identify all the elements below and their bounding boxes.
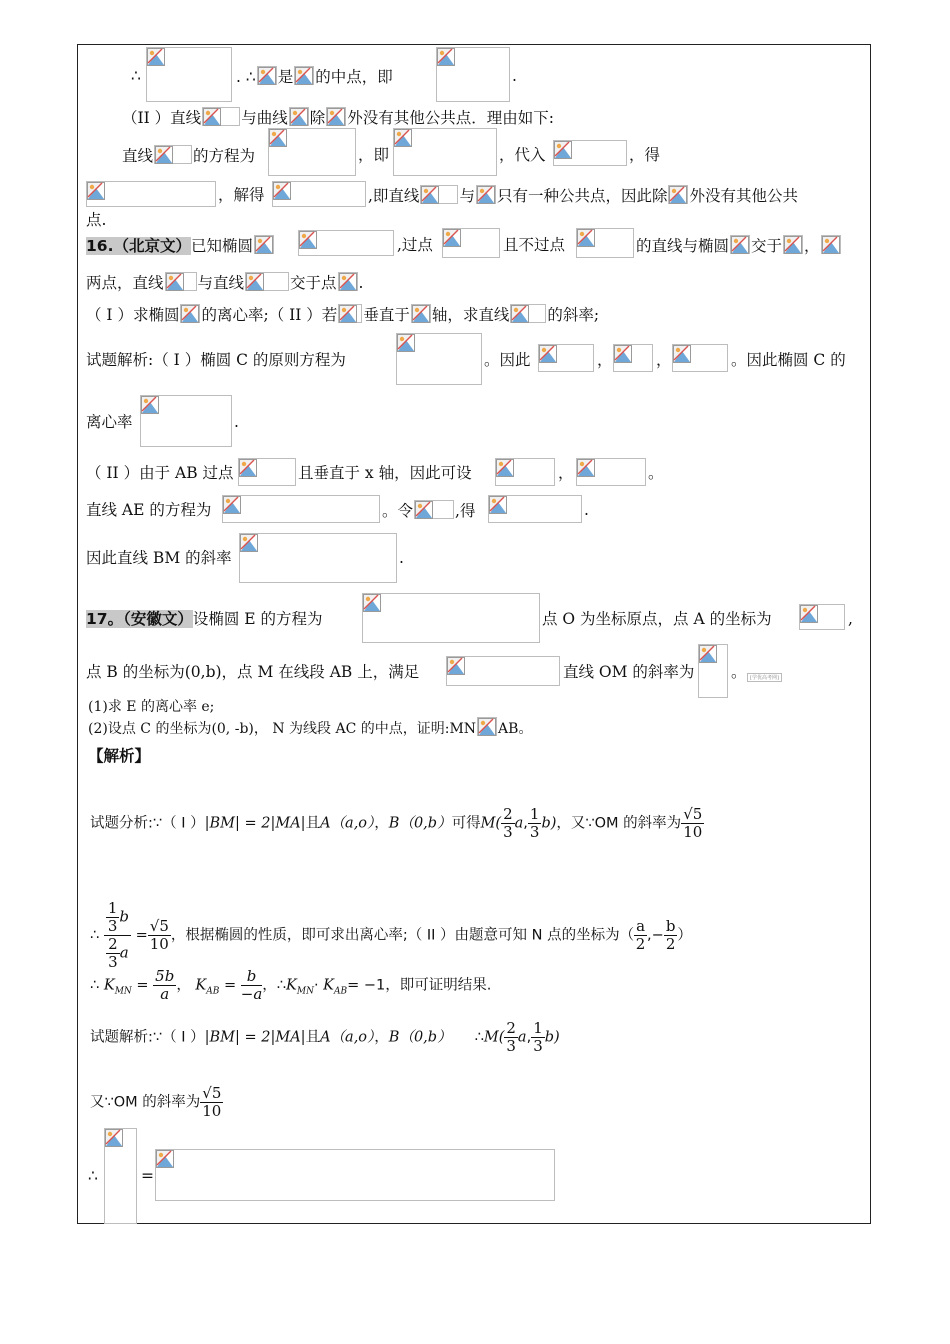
broken-image-icon	[154, 145, 192, 164]
formula-image	[538, 344, 594, 372]
question-number: 16.（北京文）	[86, 237, 191, 255]
q16-line1-end: 的直线与椭圆 交于 ，	[636, 235, 842, 256]
formula-image	[362, 593, 540, 643]
p3-line-a: 直线 的方程为	[122, 147, 256, 165]
broken-image-icon	[577, 229, 595, 247]
q16-line1: 16.（北京文）已知椭圆	[86, 235, 275, 256]
broken-image-icon	[245, 272, 289, 291]
broken-image-icon	[147, 48, 165, 66]
broken-image-icon	[489, 496, 507, 514]
broken-image-icon	[87, 182, 105, 200]
therefore-symbol: ∴	[131, 67, 141, 85]
broken-image-icon	[730, 235, 750, 254]
formula-image	[155, 1149, 555, 1201]
broken-image-icon	[673, 345, 691, 363]
q17-q2: (2)设点 C 的坐标为(0, -b)， N 为线段 AC 的中点，证明:MN AB。	[88, 717, 532, 739]
broken-image-icon	[394, 129, 412, 147]
formula-image	[495, 458, 555, 486]
broken-image-icon	[105, 1129, 123, 1147]
broken-image-icon	[240, 534, 258, 552]
analysis-heading: 【解析】	[88, 747, 151, 765]
broken-image-icon	[699, 645, 717, 663]
broken-image-icon	[411, 304, 431, 323]
period: .	[512, 67, 517, 85]
broken-image-icon	[443, 229, 461, 247]
nested-fraction: $\frac{1}{3}$ b $\frac{2}{3}$ a	[104, 900, 131, 971]
broken-image-icon	[289, 107, 309, 126]
broken-image-icon	[223, 496, 241, 514]
broken-image-icon	[202, 107, 240, 126]
p1-line-b: . ∴ 是 的中点，即	[236, 68, 393, 86]
formula-image	[298, 230, 394, 256]
broken-image-icon	[614, 345, 632, 363]
formula-image	[222, 495, 380, 523]
watermark-tag: [学优高考网]	[747, 673, 782, 682]
broken-image-icon	[363, 594, 381, 612]
broken-image-icon	[539, 345, 557, 363]
p4-line: ,即直线 与 只有一种公共点，因此除 外没有其他公共	[368, 187, 798, 205]
broken-image-icon	[821, 235, 841, 254]
formula-image	[140, 395, 232, 447]
broken-image-icon	[180, 304, 200, 323]
formula-image	[393, 128, 497, 176]
formula-image	[272, 181, 366, 207]
broken-image-icon	[257, 66, 277, 85]
q16-s4-mid: 。令 ,得	[382, 502, 476, 520]
formula-image	[799, 604, 845, 630]
broken-image-icon	[326, 107, 346, 126]
broken-image-icon	[668, 185, 688, 204]
formula-image	[104, 1128, 137, 1224]
formula-image	[239, 533, 397, 583]
broken-image-icon	[165, 272, 197, 291]
broken-image-icon	[239, 459, 257, 477]
formula-image	[446, 656, 560, 686]
broken-image-icon	[783, 235, 803, 254]
broken-image-icon	[577, 459, 595, 477]
formula-image	[436, 47, 510, 102]
formula-image	[576, 458, 646, 486]
broken-image-icon	[294, 66, 314, 85]
formula-image	[396, 333, 482, 385]
p2-line: （II ）直线 与曲线 除 外没有其他公共点．理由如下:	[122, 109, 554, 127]
broken-image-icon	[800, 605, 818, 623]
broken-image-icon	[554, 141, 572, 159]
formula-image	[672, 344, 728, 372]
broken-image-icon	[397, 334, 415, 352]
analysis-line5: 又∵OM 的斜率为 $\frac{√5}{10}$	[90, 1084, 222, 1120]
broken-image-icon	[437, 48, 455, 66]
analysis-line2: ∴ $\frac{1}{3}$ b $\frac{2}{3}$ a = $\frac{√5}{10}$ ，根据椭圆的性质，即可求出离心率;（ II ）由题意可知 N 点的坐标为（ $\frac{a}{2}$ ,− $\frac{b}{2}$ ）	[90, 899, 692, 971]
analysis-line4: 试题解析:∵（ I ）|BM| = 2|MA|且A（a,o），B（0,b） ∴M( $\frac{2}{3}$ a, $\frac{1}{3}$ b)	[90, 1019, 560, 1055]
formula-image	[698, 644, 728, 698]
broken-image-icon	[254, 235, 274, 254]
formula-image	[488, 495, 582, 523]
broken-image-icon	[269, 129, 287, 147]
broken-image-icon	[420, 185, 458, 204]
analysis-line1: 试题分析:∵（ I ）|BM| = 2|MA|且A（a,o），B（0,b）可得M( $\frac{2}{3}$ a, $\frac{1}{3}$ b)，又∵OM 的斜率为 $\frac{√5}{10}$	[90, 805, 703, 841]
q16-line2: 两点，直线 与直线 交于点 .	[86, 274, 364, 292]
p1-line	[131, 66, 141, 86]
broken-image-icon	[273, 182, 291, 200]
broken-image-icon	[510, 304, 546, 323]
formula-image	[146, 47, 232, 102]
broken-image-icon	[414, 500, 454, 519]
broken-image-icon	[477, 717, 497, 736]
formula-image	[86, 181, 216, 207]
question-number: 17。（安徽文）	[86, 610, 193, 628]
formula-image	[613, 344, 653, 372]
broken-image-icon	[496, 459, 514, 477]
q17-line1: 17。（安徽文）设椭圆 E 的方程为	[86, 610, 323, 628]
q16-line3: （ I ）求椭圆 的离心率;（ II ）若 垂直于 轴，求直线 的斜率;	[86, 306, 600, 324]
analysis-line3: ∴ $K_{MN}$ = $\frac{5b}{a}$ ， $K_{AB}$ = $\frac{b}{-a}$ ，$\therefore K_{MN}\cdot K_{AB}= -1$，即可证明结果.	[90, 967, 492, 1003]
broken-image-icon	[447, 657, 465, 675]
broken-image-icon	[476, 185, 496, 204]
broken-image-icon	[338, 304, 362, 323]
formula-image	[442, 228, 500, 258]
formula-image	[576, 228, 634, 258]
broken-image-icon	[141, 396, 159, 414]
broken-image-icon	[299, 231, 317, 249]
broken-image-icon	[156, 1150, 174, 1168]
formula-image	[553, 140, 627, 166]
formula-image	[268, 128, 356, 176]
broken-image-icon	[338, 272, 358, 291]
formula-image	[238, 458, 296, 486]
